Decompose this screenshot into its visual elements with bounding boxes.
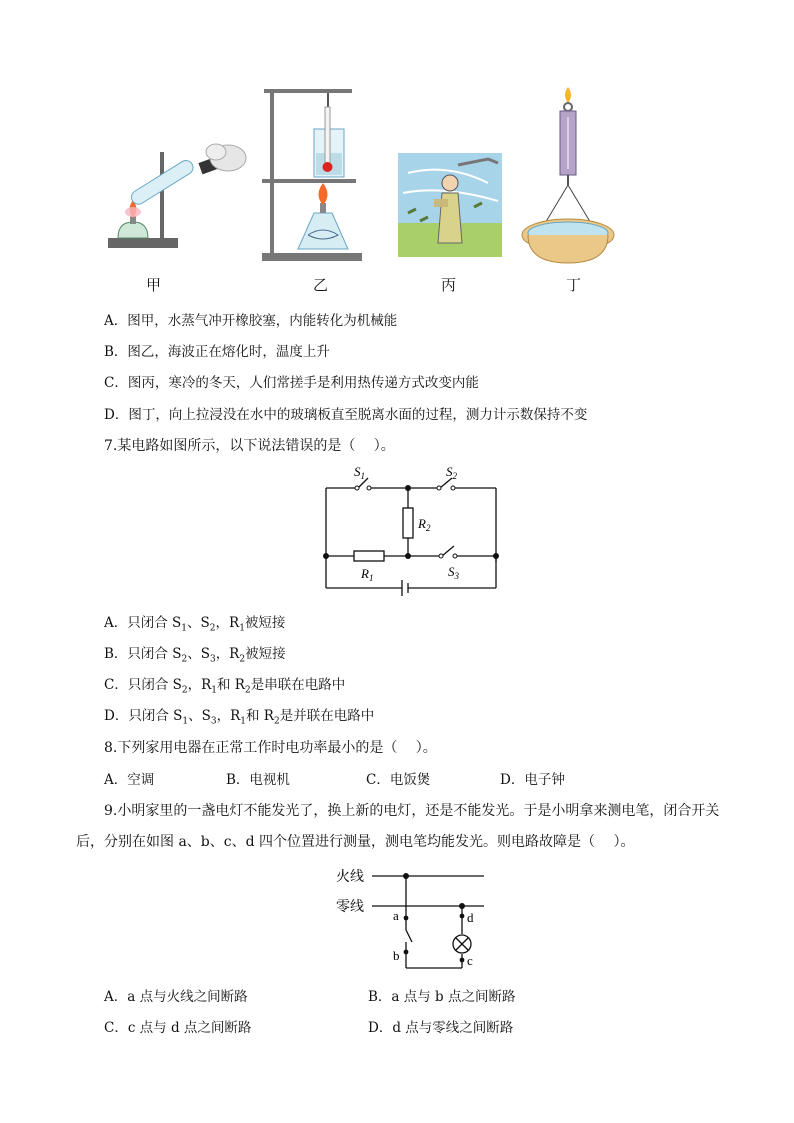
point-d-dot [460, 914, 465, 919]
label-a: a [393, 908, 399, 923]
switch-s3-blade [442, 546, 454, 556]
q6-option-d: D．图丁，向上拉浸没在水中的玻璃板直至脱离水面的过程，测力计示数保持不变 [104, 407, 588, 423]
stand-base [262, 253, 362, 261]
label-d: d [467, 910, 474, 925]
junction-dot [405, 553, 411, 559]
caption-ding: 丁 [566, 276, 582, 294]
q7-option-c: C．只闭合 $S_2$，$R_1$和 $R_2$是串联在电路中 [104, 677, 346, 696]
ring-support [262, 179, 356, 183]
q9-circuit-diagram [334, 864, 494, 974]
caption-jia: 甲 [146, 276, 162, 294]
junction-dot [403, 873, 409, 879]
q8-option-c: C．电饭煲 [366, 772, 431, 788]
point-a-dot [404, 916, 409, 921]
q9-option-a: A．a 点与火线之间断路 [104, 989, 248, 1005]
label-r2: $R_2$ [418, 516, 431, 533]
q7-option-d: D．只闭合 $S_1$、$S_3$，$R_1$和 $R_2$是并联在电路中 [104, 708, 375, 727]
q8-option-a: A．空调 [104, 772, 155, 788]
stand-base [108, 238, 178, 248]
q6-option-c: C．图丙，寒冷的冬天，人们常搓手是利用热传递方式改变内能 [104, 375, 479, 391]
alcohol-lamp [118, 222, 148, 238]
resistor-r1 [354, 551, 384, 561]
flame-top [565, 87, 571, 103]
label-s1: $S_1$ [354, 466, 365, 481]
q9-stem-line1: 9.小明家里的一盏电灯不能发光了，换上新的电灯，还是不能发光。于是小明拿来测电笔，闭合开关 [104, 803, 720, 819]
label-neutral: 零线 [336, 899, 364, 915]
q7-circuit-diagram [318, 466, 508, 596]
resistor-r2 [403, 508, 413, 538]
junction-dot [405, 485, 411, 491]
point-b-dot [404, 950, 409, 955]
label-b: b [393, 948, 400, 963]
q8-option-b: B．电视机 [226, 772, 290, 788]
junction-dot [459, 903, 465, 909]
alcohol-lamp [298, 213, 348, 249]
thermometer [325, 107, 330, 169]
figure-row [0, 80, 794, 280]
switch-s2-blade [440, 478, 452, 488]
figure-yi-melting-setup [258, 85, 368, 270]
person-head [442, 175, 458, 191]
point-c-dot [460, 958, 465, 963]
q9-stem-line2: 后，分别在如图 a、b、c、d 四个位置进行测量，测电笔均能发光。则电路故障是（ ）。 [76, 834, 635, 850]
stand-rod [270, 91, 274, 255]
q6-option-b: B．图乙，海波正在熔化时，温度上升 [104, 344, 330, 360]
junction-dot [323, 553, 329, 559]
label-live: 火线 [336, 869, 364, 885]
figure-ding-spring-scale [518, 85, 618, 270]
caption-bing: 丙 [441, 276, 457, 294]
label-s2: $S_2$ [446, 466, 457, 481]
q8-stem: 8.下列家用电器在正常工作时电功率最小的是（ ）。 [104, 740, 437, 756]
figure-bing-rubbing-hands [398, 153, 502, 257]
q9-option-d: D．d 点与零线之间断路 [368, 1020, 514, 1036]
switch-blade [406, 930, 412, 942]
q7-stem: 7.某电路如图所示，以下说法错误的是（ ）。 [104, 438, 395, 454]
caption-yi: 乙 [313, 276, 329, 294]
q9-option-c: C．c 点与 d 点之间断路 [104, 1020, 252, 1036]
q6-option-a: A．图甲，水蒸气冲开橡胶塞，内能转化为机械能 [104, 313, 398, 329]
label-c: c [467, 953, 473, 968]
stand-rod [160, 152, 164, 240]
q7-option-a: A．只闭合 $S_1$、$S_2$，$R_1$被短接 [104, 615, 286, 634]
flame [319, 183, 328, 205]
label-s3: $S_3$ [448, 564, 459, 581]
junction-dot [493, 553, 499, 559]
q8-option-d: D．电子钟 [500, 772, 565, 788]
figure-jia-steam-tube [98, 140, 248, 270]
q7-option-b: B．只闭合 $S_2$、$S_3$，$R_2$被短接 [104, 646, 286, 665]
label-r1: $R_1$ [361, 566, 374, 583]
q9-option-b: B．a 点与 b 点之间断路 [368, 989, 516, 1005]
